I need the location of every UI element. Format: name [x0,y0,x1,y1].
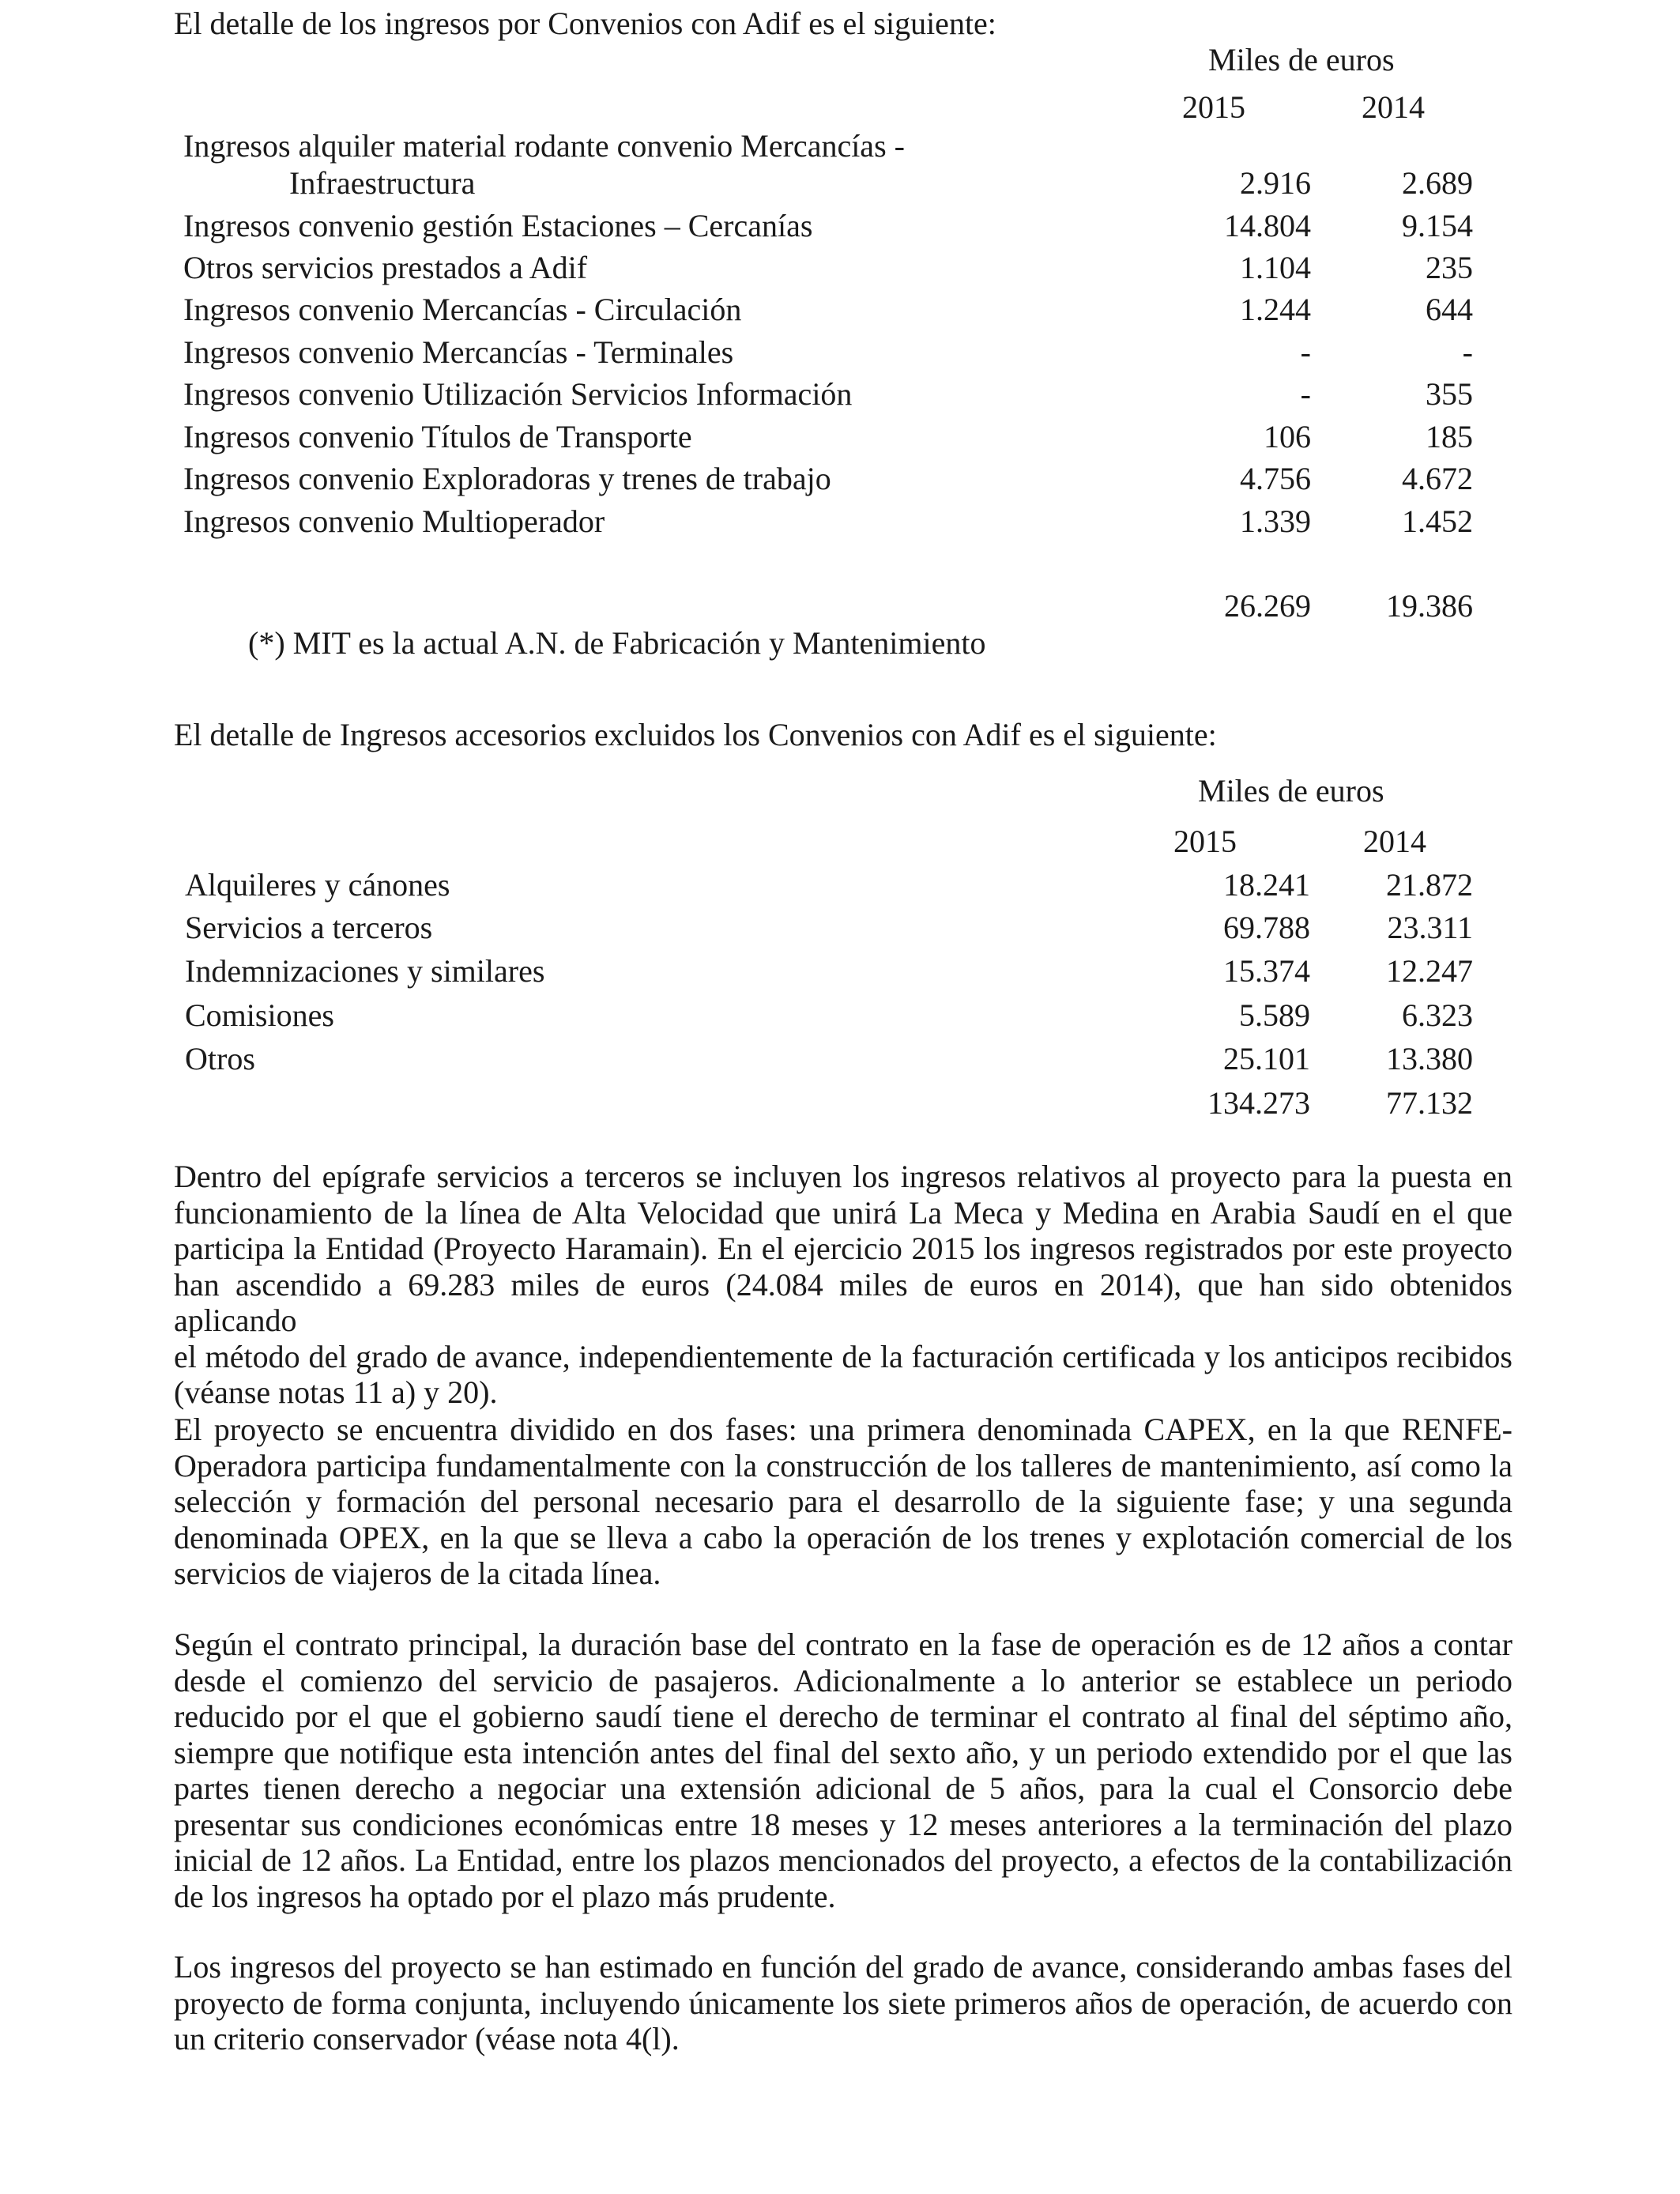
value-2015: 15.374 [1223,953,1310,989]
paragraph-line: Los ingresos del proyecto se han estimado en función del grado de avance, considerando ambas fases del [174,1949,1512,1985]
paragraph-line: inicial de 12 años. La Entidad, entre los plazos mencionados del proyecto, a efectos de la contabilización [174,1842,1512,1878]
paragraph-line: un criterio conservador (véase nota 4(l). [174,2021,680,2056]
row-label: Comisiones [185,997,334,1033]
paragraph-haramain [174,1159,1512,1411]
row-label: Indemnizaciones y similares [185,953,545,989]
section1-intro: El detalle de los ingresos por Convenios con Adif es el siguiente: [174,6,996,41]
total-2015: 134.273 [1207,1085,1310,1121]
paragraph-line: partes tienen derecho a negociar una extensión adicional de 5 años, para la cual el Consorcio debe [174,1770,1512,1806]
section1-footnote: (*) MIT es la actual A.N. de Fabricación y Mantenimiento [248,625,986,661]
paragraph-estimation [174,1949,1512,2057]
table-row [0,501,1680,542]
paragraph-line: denominada OPEX, en la que se lleva a cabo la operación de los trenes y explotación comercial de los [174,1519,1512,1555]
paragraph-line: funcionamiento de la línea de Alta Velocidad que unirá La Meca y Medina en Arabia Saudí en el que [174,1194,1512,1231]
value-2014: 13.380 [1386,1041,1473,1076]
value-2015: 1.104 [1240,250,1311,285]
paragraph-line: siempre que notifique esta intención antes del final del sexto año, y un periodo extendido por el que las [174,1734,1512,1770]
value-2015: - [1300,376,1311,412]
table-row [0,417,1680,458]
value-2014: 644 [1426,292,1473,327]
value-2015: 25.101 [1223,1041,1310,1076]
paragraph-line: proyecto de forma conjunta, incluyendo únicamente los siete primeros años de operación, de acuerdo con [174,1985,1512,2021]
paragraph-line: participa la Entidad (Proyecto Haramain). En el ejercicio 2015 los ingresos registrados por este proyecto [174,1231,1512,1266]
total-2014: 77.132 [1386,1085,1473,1121]
row-label: Ingresos convenio Mercancías - Terminales [183,334,734,370]
value-2015: - [1300,334,1311,370]
paragraph-line: servicios de viajeros de la citada línea. [174,1555,661,1591]
paragraph-line: presentar sus condiciones económicas entre 18 meses y 12 meses anteriores a la terminación del plazo [174,1806,1512,1842]
table-row [0,332,1680,373]
value-2015: 69.788 [1223,910,1310,945]
row-label: Ingresos alquiler material rodante convenio Mercancías - [183,128,905,164]
value-2014: 235 [1426,250,1473,285]
value-2015: 18.241 [1223,867,1310,903]
paragraph-line: desde el comienzo del servicio de pasajeros. Adicionalmente a lo anterior se establece un periodo [174,1662,1512,1698]
section2-intro: El detalle de Ingresos accesorios excluidos los Convenios con Adif es el siguiente: [174,717,1217,752]
table-row [0,1039,1680,1080]
value-2014: 355 [1426,376,1473,412]
paragraph-line: Operadora participa fundamentalmente con la construcción de los talleres de mantenimiento, así como la [174,1447,1512,1483]
table-row [0,289,1680,330]
paragraph-line: reducido por el que el gobierno saudí tiene el derecho de terminar el contrato al final del séptimo año, [174,1698,1512,1734]
row-label: Ingresos convenio Mercancías - Circulación [183,292,742,327]
paragraph-line: han ascendido a 69.283 miles de euros (24.084 miles de euros en 2014), que han sido obtenidos aplicando [174,1266,1512,1338]
row-label: Ingresos convenio Títulos de Transporte [183,419,692,454]
section1-unit-header: Miles de euros [1208,42,1395,77]
row-label: Ingresos convenio Multioperador [183,503,605,539]
paragraph-phases [174,1412,1512,1592]
table-row [0,995,1680,1036]
table-row [0,374,1680,415]
section2-col-2014: 2014 [1363,824,1426,859]
total-row [0,1083,1680,1124]
row-label: Ingresos convenio gestión Estaciones – Cercanías [183,208,813,243]
value-2015: 14.804 [1224,208,1311,243]
paragraph-line: de los ingresos ha optado por el plazo más prudente. [174,1878,836,1914]
table-row [0,126,1680,167]
row-label: Otros servicios prestados a Adif [183,250,588,285]
total-2015: 26.269 [1224,588,1311,624]
value-2015: 4.756 [1240,461,1311,496]
value-2015: 106 [1264,419,1311,454]
value-2015: 1.339 [1240,503,1311,539]
value-2014: 23.311 [1387,910,1473,945]
section2-unit-header: Miles de euros [1198,773,1384,809]
row-label-continuation: Infraestructura [289,165,476,201]
paragraph-line: (véanse notas 11 a) y 20). [174,1374,498,1410]
value-2014: 6.323 [1402,997,1473,1033]
paragraph-contract [174,1627,1512,1914]
table-row [0,247,1680,288]
section1-col-2015: 2015 [1182,89,1245,125]
table-row [0,163,1680,204]
value-2014: 2.689 [1402,165,1473,201]
paragraph-line: Dentro del epígrafe servicios a terceros se incluyen los ingresos relativos al proyecto para la puesta en [174,1159,1512,1194]
value-2015: 1.244 [1240,292,1311,327]
table-row [0,907,1680,948]
value-2014: 1.452 [1402,503,1473,539]
section2-col-2015: 2015 [1173,824,1237,859]
row-label: Alquileres y cánones [185,867,450,903]
table-row [0,458,1680,499]
paragraph-line: El proyecto se encuentra dividido en dos fases: una primera denominada CAPEX, en la que RENFE- [174,1412,1512,1447]
table-row [0,865,1680,906]
row-label: Ingresos convenio Utilización Servicios Información [183,376,853,412]
value-2014: 21.872 [1386,867,1473,903]
value-2014: 9.154 [1402,208,1473,243]
total-2014: 19.386 [1386,588,1473,624]
table-row [0,951,1680,992]
value-2015: 2.916 [1240,165,1311,201]
value-2014: 4.672 [1402,461,1473,496]
value-2014: - [1462,334,1473,370]
value-2014: 185 [1426,419,1473,454]
value-2014: 12.247 [1386,953,1473,989]
row-label: Otros [185,1041,255,1076]
row-label: Servicios a terceros [185,910,433,945]
paragraph-line: selección y formación del personal necesario para el desarrollo de la siguiente fase; y una segunda [174,1483,1512,1519]
table-row [0,205,1680,247]
value-2015: 5.589 [1239,997,1310,1033]
section1-col-2014: 2014 [1362,89,1425,125]
total-row [0,586,1680,627]
paragraph-line: Según el contrato principal, la duración base del contrato en la fase de operación es de 12 años a contar [174,1627,1512,1662]
paragraph-line: el método del grado de avance, independientemente de la facturación certificada y los anticipos recibidos [174,1338,1512,1374]
row-label: Ingresos convenio Exploradoras y trenes de trabajo [183,461,831,496]
